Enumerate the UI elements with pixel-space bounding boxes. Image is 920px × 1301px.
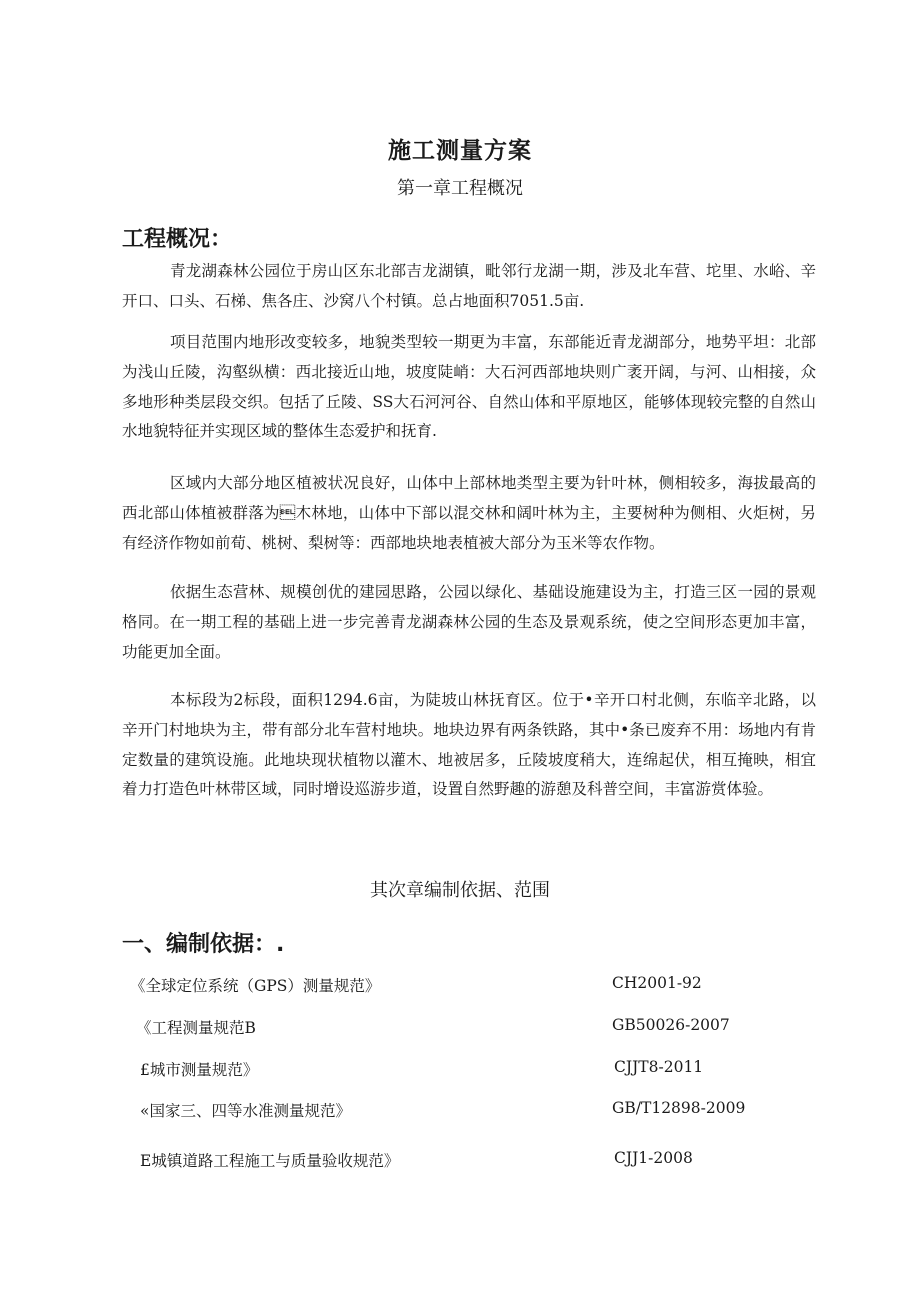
- reference-code: GB/T12898-2009: [612, 1099, 746, 1117]
- reference-code: CJJT8-2011: [614, 1058, 704, 1076]
- page-title: 施工测量方案: [388, 138, 532, 164]
- paragraph-design-concept: 依据生态营林、规模创优的建园思路，公园以绿化、基础设施建设为主，打造三区一园的景观格同。在一期工程的基础上进一步完善青龙湖森林公园的生态及景观系统，使之空间形态更加丰富，功能更加全面。: [122, 583, 816, 661]
- chapter-1-title: 第一章工程概况: [397, 178, 523, 199]
- reference-code: CH2001-92: [612, 974, 702, 992]
- reference-title: «国家三、四等水准测量规范》: [140, 1102, 351, 1120]
- paragraph-location: 青龙湖森林公园位于房山区东北部吉龙湖镇，毗邻行龙湖一期，涉及北车营、坨里、水峪、辛开口、口头、石梯、焦各庄、沙窝八个村镇。总占地面积7051.5亩.: [122, 262, 816, 310]
- paragraph-section-scope: 本标段为2标段，面积1294.6亩，为陡坡山林抚育区。位于•辛开口村北侧，东临辛北路，以辛开门村地块为主，带有部分北车营村地块。地块边界有两条铁路，其中•条已废弃不用：场地内有肯定数量的建筑设施。此地块现状植物以灌木、地被居多，丘陵坡度稍大，连绵起伏，相互掩映，相宜着力打造色叶林带区域，同时增设巡游步道，设置自然野趣的游憩及科普空间，丰富游赏体验。: [122, 691, 816, 799]
- reference-code: CJJ1-2008: [614, 1149, 693, 1167]
- paragraph-vegetation: 区域内大部分地区植被状况良好，山体中上部林地类型主要为针叶林，侧相较多，海拔最高的西北部山体植被群落为木林地，山体中下部以混交林和阔叶林为主，主要树种为侧相、火炬树，另有经济作物如前荀、桃树、梨树等：西部地块地表植被大部分为玉米等农作物。: [122, 474, 816, 552]
- reference-title: E城镇道路工程施工与质量验收规范》: [140, 1152, 400, 1170]
- section-heading-overview: 工程概况：: [122, 227, 233, 252]
- section-heading-basis: 一、编制依据：.: [122, 932, 285, 957]
- chapter-2-title: 其次章编制依据、范围: [370, 880, 550, 901]
- paragraph-terrain: 项目范围内地形改变较多，地貌类型较一期更为丰富，东部能近青龙湖部分，地势平坦：北部为浅山丘陵，沟壑纵横：西北接近山地，坡度陡峭：大石河西部地块则广袤开阔，与河、山相接，众多地形种类层段交织。包括了丘陵、SS大石河河谷、自然山体和平原地区，能够体现较完整的自然山水地貌特征并实现区域的整体生态爱护和抚育.: [122, 333, 816, 441]
- reference-code: GB50026-2007: [612, 1016, 730, 1034]
- reference-title: 《全球定位系统（GPS）测量规范》: [130, 977, 381, 995]
- reference-title: £城市测量规范》: [140, 1061, 259, 1079]
- reference-title: 《工程测量规范B: [136, 1019, 256, 1037]
